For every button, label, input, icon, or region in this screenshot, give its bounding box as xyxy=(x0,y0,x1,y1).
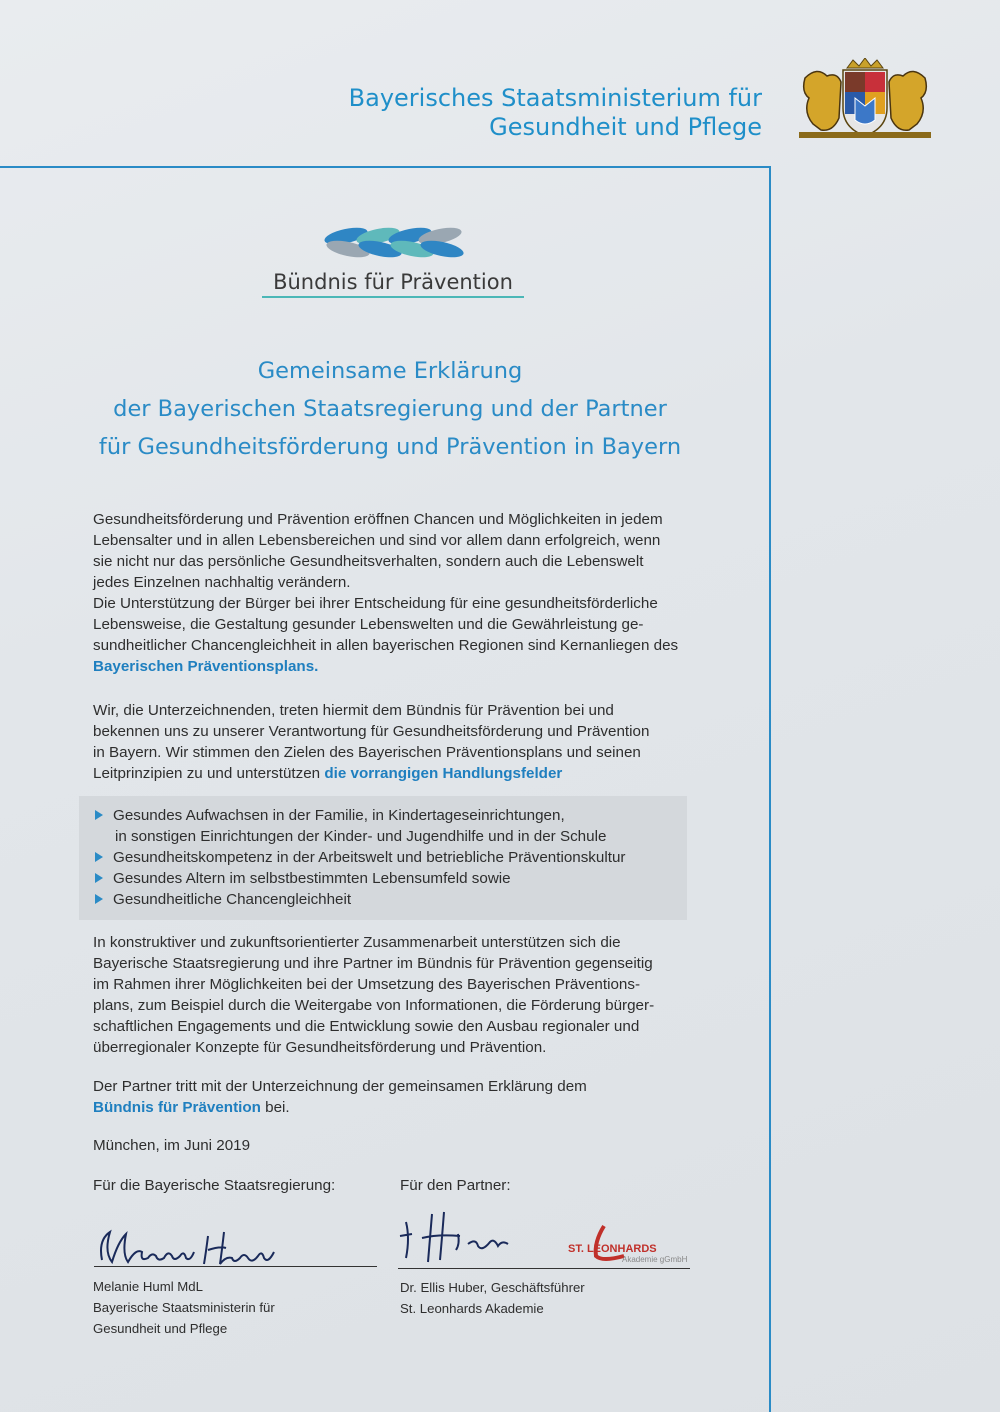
para2-line: in Bayern. Wir stimmen den Zielen des Bayerischen Präventionsplans und seinen xyxy=(93,744,641,761)
paragraph-accession xyxy=(93,1076,703,1118)
list-item xyxy=(95,868,511,889)
list-item-text: Gesundheitskompetenz in der Arbeitswelt und betriebliche Präventionskultur xyxy=(113,849,626,866)
heading-line-3: für Gesundheitsförderung und Prävention in Bayern xyxy=(98,434,682,460)
left-signer-role-1: Bayerische Staatsministerin für xyxy=(93,1300,275,1315)
declaration-heading xyxy=(60,352,720,466)
list-item xyxy=(95,805,565,826)
paragraph-intro xyxy=(93,509,703,677)
para1-line: jedes Einzelnen nachhaltig verändern. xyxy=(93,574,351,591)
para1-line: Die Unterstützung der Bürger bei ihrer Entscheidung für eine gesundheitsförderliche xyxy=(93,595,658,612)
paragraph-cooperation xyxy=(93,932,703,1058)
stamp-sub-text: Akademie gGmbH xyxy=(622,1255,688,1264)
para1-line: sie nicht nur das persönliche Gesundheitsverhalten, sondern auch die Lebenswelt xyxy=(93,553,644,570)
para4-line-2 xyxy=(93,1097,703,1118)
heading-line-1: Gemeinsame Erklärung xyxy=(257,358,523,384)
paragraph-commitment xyxy=(93,700,703,784)
list-item xyxy=(95,847,625,868)
frame-top-border xyxy=(0,166,771,168)
para2-last-plain: Leitprinzipien zu und unterstützen xyxy=(93,765,325,782)
bullet-triangle-icon xyxy=(95,810,103,820)
para1-line: Gesundheitsförderung und Prävention eröffnen Chancen und Möglichkeiten in jedem xyxy=(93,511,663,528)
left-signature-label: Für die Bayerische Staatsregierung: xyxy=(93,1177,336,1194)
left-signer-role-2: Gesundheit und Pflege xyxy=(93,1321,228,1336)
para1-line: Lebensalter und in allen Lebensbereichen und sind vor allem dann erfolgreich, wenn xyxy=(93,532,661,549)
ministry-line-1: Bayerisches Staatsministerium für xyxy=(348,84,762,112)
bavarian-coat-of-arms-icon xyxy=(795,58,935,140)
list-item xyxy=(95,889,351,910)
right-signature-label: Für den Partner: xyxy=(400,1177,511,1194)
para2-highlight: die vorrangigen Handlungsfelder xyxy=(324,765,563,782)
para2-line: Wir, die Unterzeichnenden, treten hiermit dem Bündnis für Prävention bei und xyxy=(93,702,614,719)
buendnis-logo-text: Bündnis für Prävention xyxy=(273,270,513,294)
para4-highlight: Bündnis für Prävention xyxy=(93,1099,261,1116)
para1-line: Lebensweise, die Gestaltung gesunder Lebenswelten und die Gewährleistung ge- xyxy=(93,616,644,633)
para1-highlight: Bayerischen Präventionsplans. xyxy=(93,658,319,675)
list-item-text: Gesundes Altern im selbstbestimmten Lebensumfeld sowie xyxy=(113,870,511,887)
place-date: München, im Juni 2019 xyxy=(93,1137,251,1154)
para4-tail: bei. xyxy=(260,1099,290,1116)
signature-melanie-huml xyxy=(96,1222,286,1270)
para3-line: überregionaler Konzepte für Gesundheitsförderung und Prävention. xyxy=(93,1039,547,1056)
logo-underline xyxy=(262,296,524,298)
heading-line-2: der Bayerischen Staatsregierung und der Partner xyxy=(113,396,667,422)
para3-line: schaftlichen Engagements und die Entwicklung sowie den Ausbau regionaler und xyxy=(93,1018,640,1035)
bullet-triangle-icon xyxy=(95,873,103,883)
right-signer-name: Dr. Ellis Huber, Geschäftsführer xyxy=(400,1280,585,1295)
para3-line: im Rahmen ihrer Möglichkeiten bei der Umsetzung des Bayerischen Präventions- xyxy=(93,976,641,993)
list-item-continuation: in sonstigen Einrichtungen der Kinder- und Jugendhilfe und in der Schule xyxy=(115,828,607,845)
para3-line: In konstruktiver und zukunftsorientierter Zusammenarbeit unterstützen sich die xyxy=(93,934,621,951)
para2-line: bekennen uns zu unserer Verantwortung für Gesundheitsförderung und Prävention xyxy=(93,723,650,740)
para1-line: sundheitlicher Chancengleichheit in allen bayerischen Regionen sind Kernanliegen des xyxy=(93,637,679,654)
ministry-line-2: Gesundheit und Pflege xyxy=(489,113,762,141)
frame-right-border xyxy=(769,166,771,1412)
ministry-title xyxy=(349,84,762,142)
para3-line: plans, zum Beispiel durch die Weitergabe von Informationen, die Förderung bürger- xyxy=(93,997,655,1014)
buendnis-logo-icon xyxy=(322,222,466,262)
para2-last-line xyxy=(93,763,703,784)
right-signer-org: St. Leonhards Akademie xyxy=(400,1301,544,1316)
left-signature-line xyxy=(94,1266,377,1267)
list-item-text: Gesundheitliche Chancengleichheit xyxy=(113,891,352,908)
bullet-triangle-icon xyxy=(95,894,103,904)
para4-line: Der Partner tritt mit der Unterzeichnung der gemeinsamen Erklärung dem xyxy=(93,1078,587,1095)
bullet-triangle-icon xyxy=(95,852,103,862)
list-item-text: Gesundes Aufwachsen in der Familie, in Kindertageseinrichtungen, xyxy=(113,807,565,824)
para3-line: Bayerische Staatsregierung und ihre Partner im Bündnis für Prävention gegenseitig xyxy=(93,955,653,972)
right-signature-line xyxy=(398,1268,690,1269)
st-leonhards-stamp-logo xyxy=(564,1222,694,1268)
signature-ellis-huber xyxy=(398,1208,518,1266)
stamp-main-text: ST. LEONHARDS xyxy=(568,1243,657,1255)
left-signer-name: Melanie Huml MdL xyxy=(93,1279,203,1294)
